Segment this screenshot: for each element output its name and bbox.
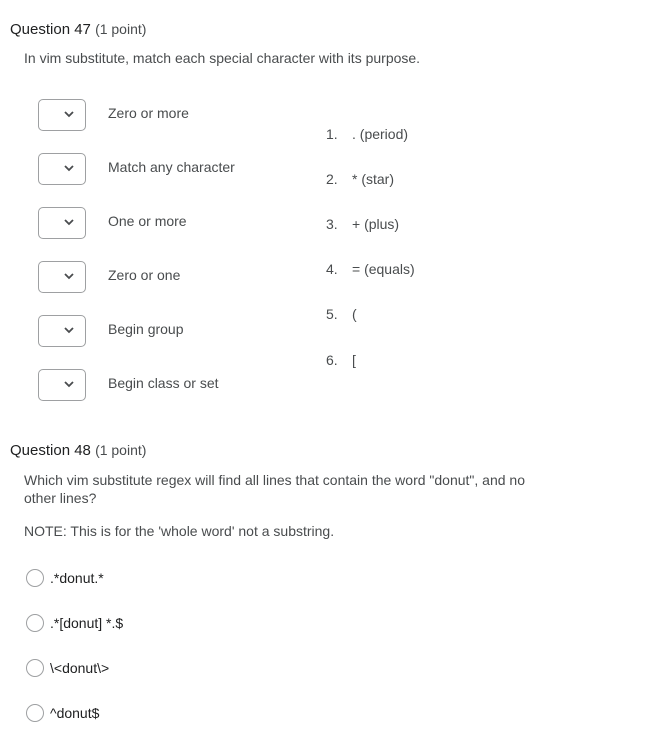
match-label: Begin group <box>108 321 184 337</box>
radio-button[interactable] <box>26 659 44 677</box>
choice-number: 4. <box>326 261 338 277</box>
question-48-points: (1 point) <box>95 442 147 458</box>
choice-text: [ <box>352 352 356 368</box>
radio-button[interactable] <box>26 614 44 632</box>
radio-button[interactable] <box>26 704 44 722</box>
question-47-points: (1 point) <box>95 21 147 37</box>
choice-text: * (star) <box>352 171 394 187</box>
match-label: One or more <box>108 213 187 229</box>
chevron-down-icon <box>64 327 74 334</box>
match-label: Match any character <box>108 159 235 175</box>
chevron-down-icon <box>64 165 74 172</box>
match-row <box>38 261 298 293</box>
question-47-prompt: In vim substitute, match each special character with its purpose. <box>24 50 421 66</box>
match-select-6[interactable] <box>38 369 86 401</box>
answer-option-label[interactable]: \<donut\> <box>50 660 110 676</box>
match-row <box>38 153 298 185</box>
match-label: Begin class or set <box>108 375 219 391</box>
choice-item <box>326 306 357 322</box>
chevron-down-icon <box>64 273 74 280</box>
choice-number: 5. <box>326 306 338 322</box>
choice-number: 2. <box>326 171 338 187</box>
choice-number: 1. <box>326 126 338 142</box>
choice-text: = (equals) <box>352 261 415 277</box>
choice-text: . (period) <box>352 126 409 142</box>
question-47-title <box>10 21 146 38</box>
question-48-prompt-line-1: Which vim substitute regex will find all lines that contain the word "donut", and no <box>24 472 525 488</box>
choice-number: 3. <box>326 216 338 232</box>
answer-option-label[interactable]: .*[donut] *.$ <box>50 615 124 631</box>
match-row <box>38 99 298 131</box>
answer-option-label[interactable]: .*donut.* <box>50 570 104 586</box>
match-select-1[interactable] <box>38 99 86 131</box>
match-row <box>38 207 298 239</box>
choice-item <box>326 126 408 142</box>
choice-number: 6. <box>326 352 338 368</box>
radio-button[interactable] <box>26 569 44 587</box>
question-48-prompt-line-2: other lines? <box>24 490 97 506</box>
match-select-2[interactable] <box>38 153 86 185</box>
question-48-number: Question 48 <box>10 442 91 459</box>
match-row <box>38 315 298 347</box>
choice-text: ( <box>352 306 357 322</box>
match-select-4[interactable] <box>38 261 86 293</box>
choice-item <box>326 261 415 277</box>
match-label: Zero or one <box>108 267 181 283</box>
chevron-down-icon <box>64 381 74 388</box>
chevron-down-icon <box>64 111 74 118</box>
choice-text: + (plus) <box>352 216 400 232</box>
match-select-5[interactable] <box>38 315 86 347</box>
match-row <box>38 369 298 401</box>
choice-item <box>326 352 356 368</box>
match-select-3[interactable] <box>38 207 86 239</box>
choice-item <box>326 216 399 232</box>
question-47-number: Question 47 <box>10 21 91 38</box>
answer-option-label[interactable]: ^donut$ <box>50 705 100 721</box>
choice-item <box>326 171 394 187</box>
match-label: Zero or more <box>108 105 189 121</box>
question-48-title <box>10 442 146 459</box>
question-48-note: NOTE: This is for the 'whole word' not a substring. <box>24 523 335 539</box>
chevron-down-icon <box>64 219 74 226</box>
